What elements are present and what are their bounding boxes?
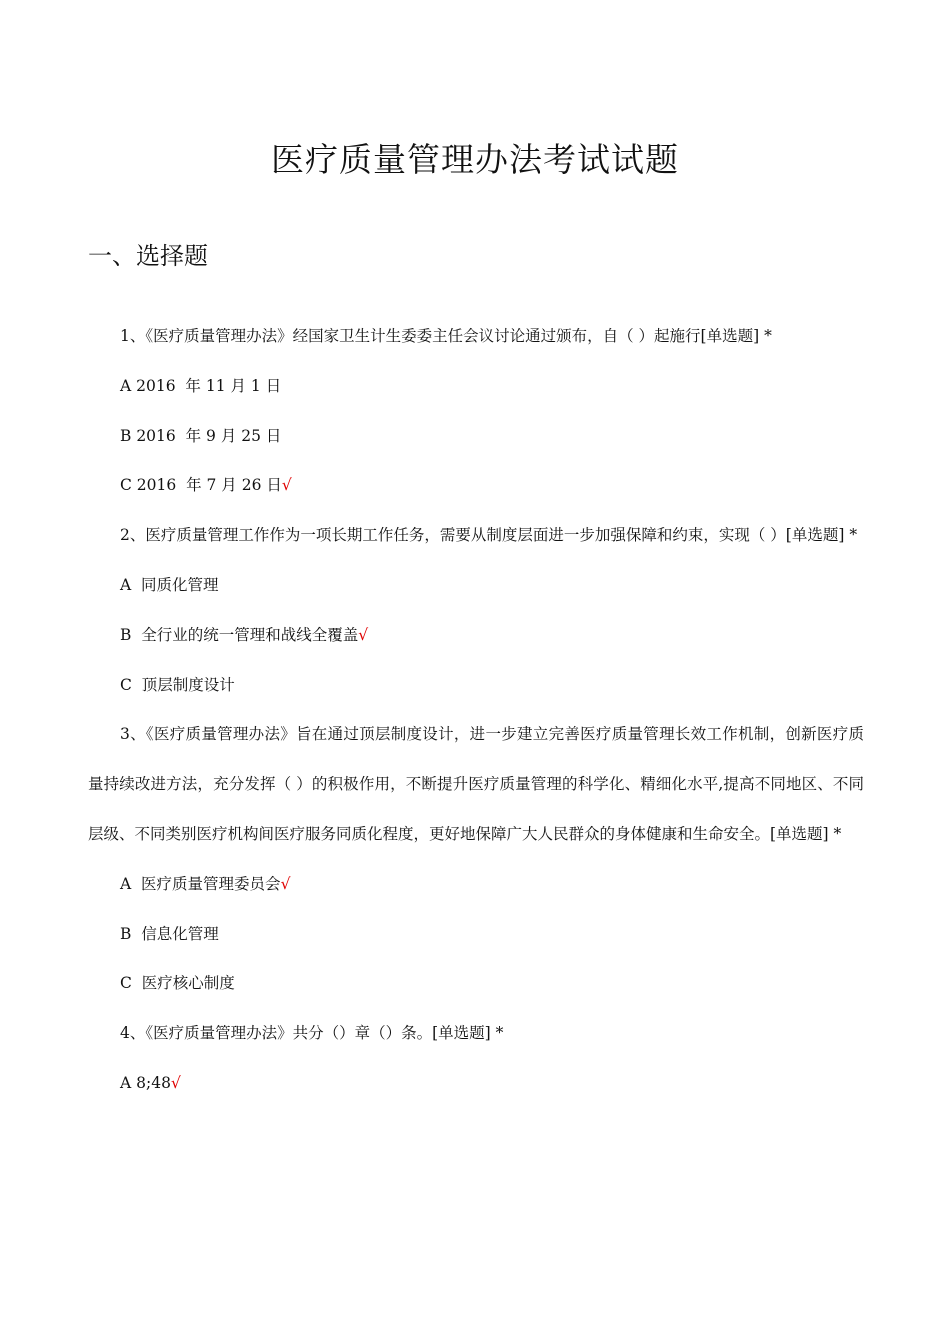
option-text: A 8;48 (120, 1073, 171, 1092)
answer-option[interactable] (88, 561, 864, 611)
option-text: C 2016 年 7 月 26 日 (120, 476, 282, 495)
question-stem: 1、《医疗质量管理办法》经国家卫生计生委委主任会议讨论通过颁布，自（ ）起施行[单选题] * (120, 327, 772, 345)
question-stem: 4、《医疗质量管理办法》共分（）章（）条。[单选题] * (120, 1024, 504, 1043)
answer-option[interactable] (88, 461, 864, 511)
correct-check-icon: √ (170, 1073, 181, 1092)
correct-check-icon: √ (358, 625, 369, 644)
option-text: C 顶层制度设计 (120, 675, 235, 694)
answer-option[interactable] (88, 412, 864, 462)
answer-option[interactable] (88, 661, 864, 711)
answer-option[interactable] (88, 860, 864, 910)
correct-check-icon: √ (280, 874, 291, 893)
option-text: B 2016 年 9 月 25 日 (120, 426, 282, 445)
answer-option[interactable] (88, 910, 864, 960)
option-text: A 2016 年 11 月 1 日 (120, 376, 282, 395)
section-heading: 一、选择题 (88, 242, 208, 270)
answer-option[interactable] (88, 362, 864, 412)
correct-check-icon: √ (281, 476, 292, 495)
question-stem: 3、《医疗质量管理办法》旨在通过顶层制度设计，进一步建立完善医疗质量管理长效工作机制，创新医疗质量持续改进方法，充分发挥（ ）的积极作用，不断提升医疗质量管理的科学化、精细化水平,提高不同地区、不同层级、不同类别医疗机构间医疗服务同质化程度，更好地保障广大人民群众的身体健康和生命安全。[单选题] * (88, 725, 864, 843)
document-title: 医疗质量管理办法考试试题 (271, 140, 679, 179)
answer-option[interactable] (88, 959, 864, 1009)
answer-option[interactable] (88, 1059, 864, 1109)
question-list (88, 312, 864, 1109)
option-text: B 全行业的统一管理和战线全覆盖 (120, 625, 359, 644)
option-text: A 同质化管理 (120, 575, 219, 594)
option-text: B 信息化管理 (120, 924, 219, 943)
question-stem: 2、医疗质量管理工作作为一项长期工作任务，需要从制度层面进一步加强保障和约束，实现（ ）[单选题] * (120, 526, 858, 545)
answer-option[interactable] (88, 611, 864, 661)
option-text: C 医疗核心制度 (120, 974, 235, 993)
option-text: A 医疗质量管理委员会 (120, 874, 281, 893)
